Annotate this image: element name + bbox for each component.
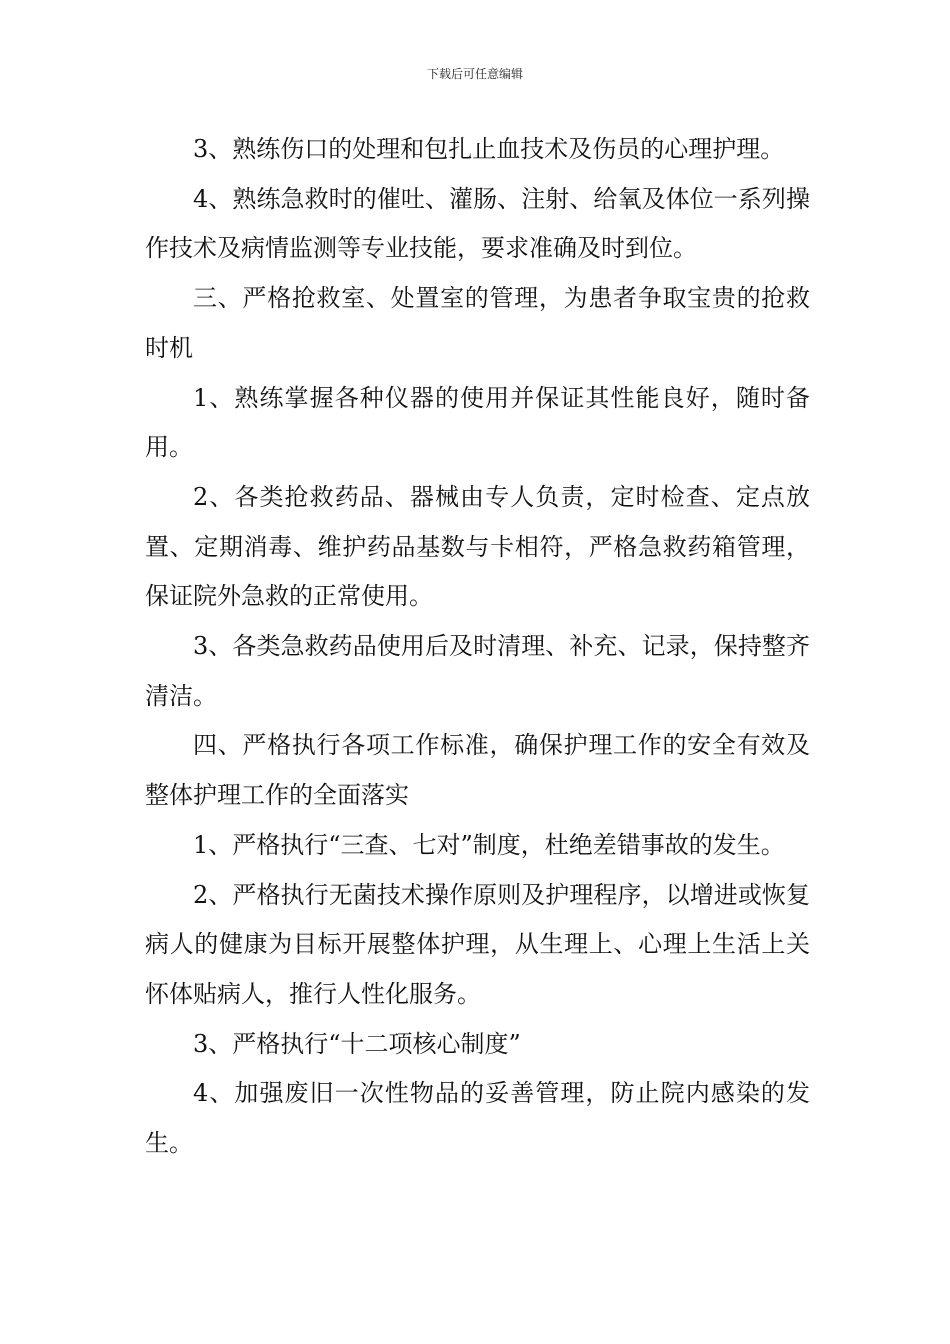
paragraph-4-emergency-skills: 4、熟练急救时的催吐、灌肠、注射、给氧及体位一系列操作技术及病情监测等专业技能，要求准确及时到位。 <box>145 184 810 263</box>
document-body <box>145 125 810 1169</box>
paragraph-1-instruments: 1、熟练掌握各种仪器的使用并保证其性能良好，随时备用。 <box>145 383 810 462</box>
paragraph-3-wound-care: 3、熟练伤口的处理和包扎止血技术及伤员的心理护理。 <box>193 135 785 163</box>
paragraph-3-drug-cleanup: 3、各类急救药品使用后及时清理、补充、记录，保持整齐清洁。 <box>145 632 810 710</box>
section-heading-rescue-room: 三、严格抢救室、处置室的管理，为患者争取宝贵的抢救时机 <box>145 284 810 362</box>
paragraph-1-three-checks: 1、严格执行“三查、七对”制度，杜绝差错事故的发生。 <box>193 830 785 859</box>
paragraph-3-core-systems: 3、严格执行“十二项核心制度” <box>193 1029 521 1058</box>
header-note: 下载后可任意编辑 <box>426 67 523 81</box>
paragraph-4-disposables: 4、加强废旧一次性物品的妥善管理，防止院内感染的发生。 <box>145 1079 810 1158</box>
section-heading-work-standards: 四、严格执行各项工作标准，确保护理工作的安全有效及整体护理工作的全面落实 <box>145 731 810 810</box>
paragraph-2-drugs-equipment: 2、各类抢救药品、器械由专人负责，定时检查、定点放置、定期消毒、维护药品基数与卡相符，严格急救药箱管理，保证院外急救的正常使用。 <box>145 482 810 611</box>
paragraph-2-aseptic: 2、严格执行无菌技术操作原则及护理程序，以增进或恢复病人的健康为目标开展整体护理，从生理上、心理上生活上关怀体贴病人，推行人性化服务。 <box>145 880 810 1008</box>
